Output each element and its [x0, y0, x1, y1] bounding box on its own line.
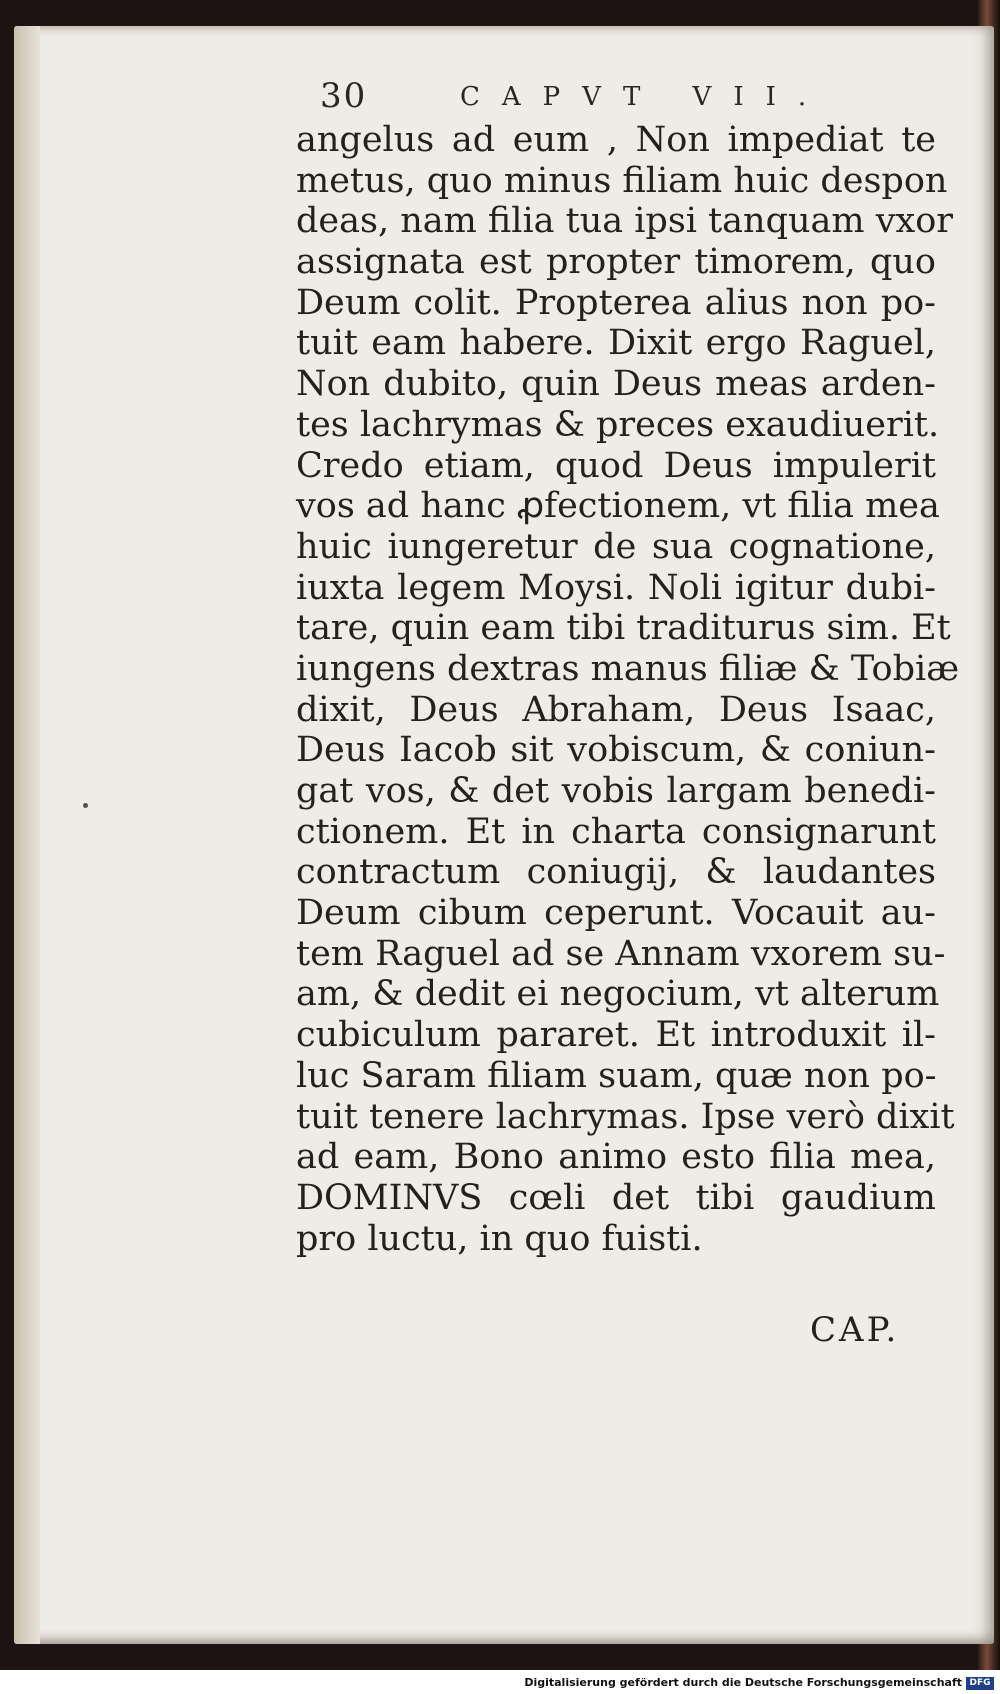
page-gutter — [14, 26, 40, 1644]
text-line: contractum coniugij, & laudantes — [296, 852, 936, 893]
text-line: vos ad hanc ꝓfectionem, vt filia mea — [296, 486, 940, 527]
text-line: tuit tenere lachrymas. Ipse verò dixit — [296, 1096, 955, 1137]
text-line: tuit eam habere. Dixit ergo Raguel, — [296, 323, 936, 364]
text-line: tem Raguel ad se Annam vxorem su- — [296, 933, 946, 974]
text-line: luc Saram filiam suam, quæ non po- — [296, 1055, 937, 1096]
text-line: ctionem. Et in charta consignarunt — [296, 811, 936, 852]
footer-bar — [0, 1674, 1000, 1694]
text-line: Deus Iacob sit vobiscum, & coniun- — [296, 730, 936, 771]
text-line: ad eam, Bono animo esto filia mea, — [296, 1137, 936, 1178]
text-line: pro luctu, in quo fuisti. — [296, 1218, 703, 1259]
text-line: iuxta legem Moysi. Noli igitur dubi- — [296, 567, 936, 608]
text-line: gat vos, & det vobis largam benedi- — [296, 771, 936, 811]
text-line: deas, nam filia tua ipsi tanquam vxor — [296, 201, 954, 242]
text-line: DOMINVS cœli det tibi gaudium — [296, 1177, 936, 1218]
text-line: angelus ad eum , Non impediat te — [296, 120, 936, 160]
text-line: iungens dextras manus filiæ & Tobiæ — [296, 648, 960, 689]
margin-speck — [83, 803, 88, 808]
text-line: Credo etiam, quod Deus impulerit — [296, 445, 936, 486]
text-line: Non dubito, quin Deus meas arden- — [296, 364, 936, 405]
text-line: am, & dedit ei negocium, vt alterum — [296, 974, 940, 1015]
text-line: Deum cibum ceperunt. Vocauit au- — [296, 893, 936, 934]
text-line: cubiculum pararet. Et introduxit il- — [296, 1015, 936, 1056]
chapter-heading: CAPVT VII. — [460, 82, 829, 112]
text-line: Deum colit. Propterea alius non po- — [296, 282, 936, 323]
dfg-logo-icon: DFG — [966, 1677, 994, 1690]
text-line: assignata est propter timorem, quo — [296, 242, 936, 283]
page-number: 30 — [320, 76, 368, 116]
catchword: CAP. — [810, 1310, 900, 1350]
running-head — [300, 52, 860, 116]
text-line: tare, quin eam tibi traditurus sim. Et — [296, 608, 951, 649]
body-text — [296, 120, 960, 1259]
text-line: dixit, Deus Abraham, Deus Isaac, — [296, 689, 936, 730]
text-line: metus, quo minus filiam huic despon — [296, 160, 948, 201]
text-line: huic iungeretur de sua cognatione, — [296, 526, 936, 567]
funding-credit: Digitalisierung gefördert durch die Deutsche Forschungsgemeinschaft — [524, 1676, 962, 1689]
text-line: tes lachrymas & preces exaudiuerit. — [296, 404, 940, 445]
